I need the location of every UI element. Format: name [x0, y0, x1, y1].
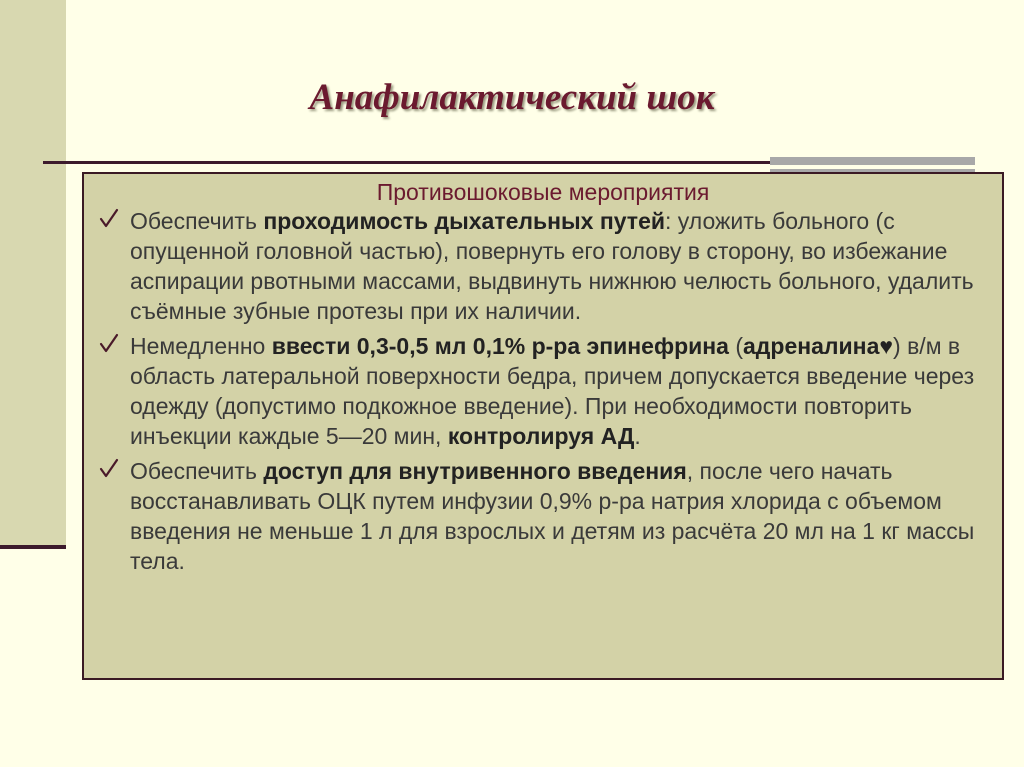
checkmark-icon — [98, 331, 122, 361]
decor-gray-bar-top — [770, 157, 975, 165]
bullet-emphasis: проходимость дыхательных путей — [263, 208, 665, 234]
bullet-emphasis: доступ для внутривенного введения — [263, 458, 687, 484]
bullet-emphasis: адреналина♥ — [743, 333, 894, 359]
list-item — [96, 331, 986, 451]
list-item — [96, 456, 986, 576]
bullet-text: ) в/м в область латеральной поверхности бедра, причем допускается введение через одежду (допустимо подкожное введение). При необходимости повторить инъекции каждые 5—20 мин, — [130, 333, 975, 449]
bullet-text: Обеспечить — [130, 208, 264, 234]
content-subtitle: Противошоковые мероприятия — [376, 179, 710, 205]
bullet-text: , после чего начать восстанавливать ОЦК путем инфузии 0,9% р-ра натрия хлорида с объемом введения не меньше 1 л для взрослых и детям из расчёта 20 мл на 1 кг массы тела. — [130, 458, 975, 574]
bullet-text: : уложить больного (с опущенной головной частью), повернуть его голову в сторону, во избежание аспирации рвотными массами, выдвинуть нижнюю челюсть больного, удалить съёмные зубные протезы при их наличии. — [130, 208, 974, 324]
bullet-text: . — [634, 423, 641, 449]
left-decor-rule — [0, 545, 66, 549]
bullet-text: Немедленно — [130, 333, 272, 359]
title-divider-line — [43, 161, 770, 164]
bullet-text: Обеспечить — [130, 458, 264, 484]
list-item — [96, 206, 986, 326]
bullet-emphasis: контролируя АД — [447, 423, 635, 449]
bullet-emphasis: ввести 0,3-0,5 мл 0,1% р-ра эпинефрина — [271, 333, 729, 359]
bullet-text: ( — [728, 333, 744, 359]
content-box — [82, 172, 1004, 680]
bullet-list — [96, 206, 986, 581]
checkmark-icon — [98, 206, 122, 236]
slide-title: Анафилактический шок — [309, 77, 715, 118]
checkmark-icon — [98, 456, 122, 486]
